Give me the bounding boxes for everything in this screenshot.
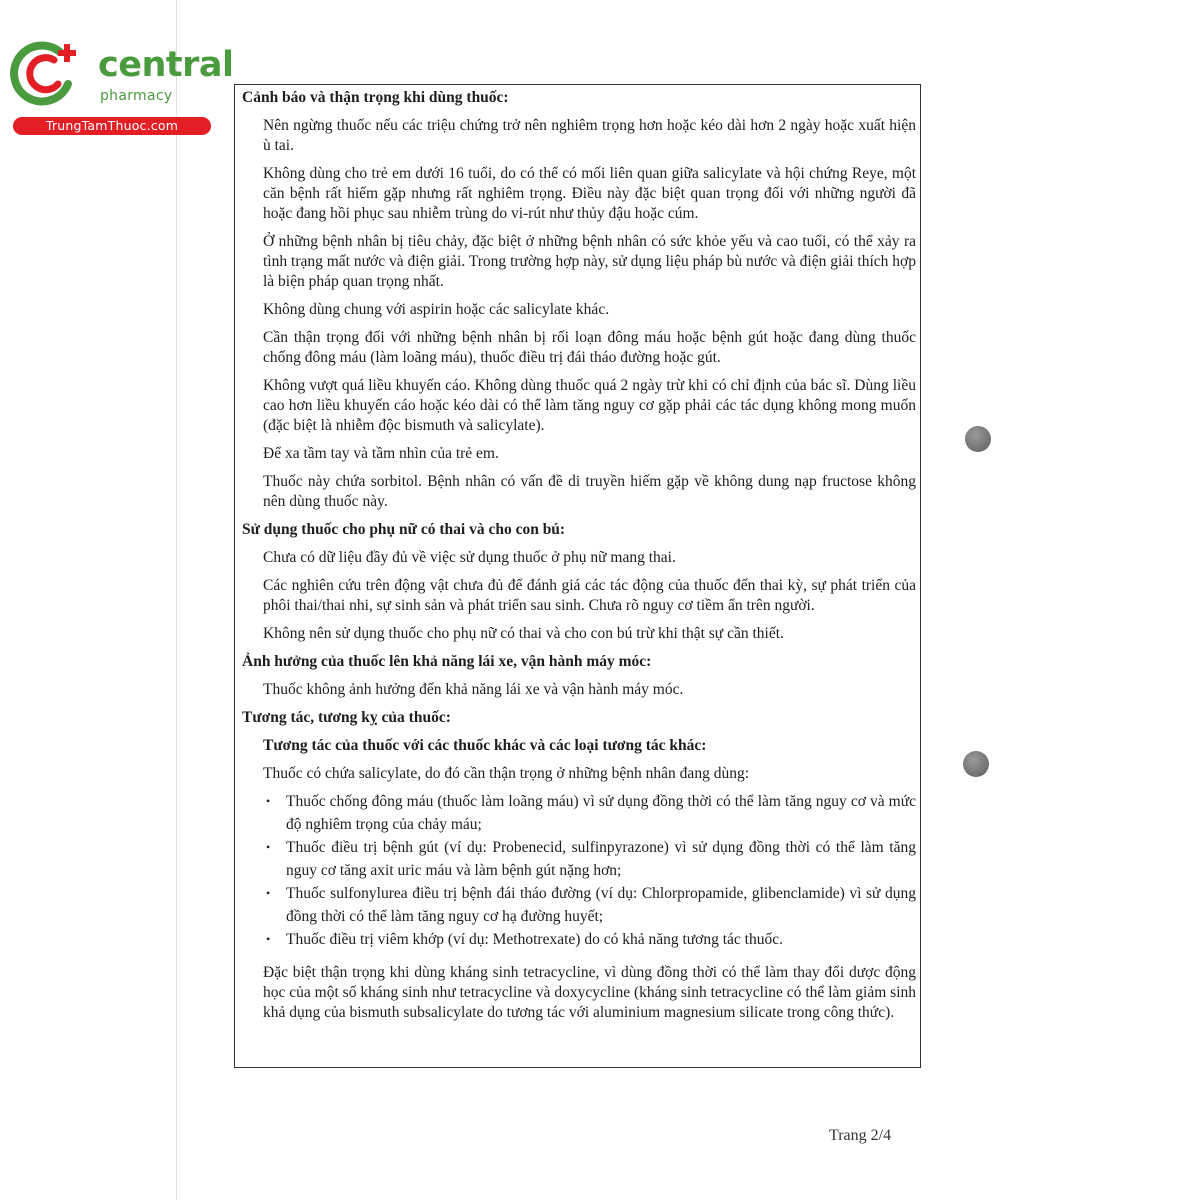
pregnancy-paragraph: Các nghiên cứu trên động vật chưa đủ để đánh giá các tác động của thuốc đến thai kỳ, sự phát triển của phôi thai/thai nhi, sự sinh sản và phát triển sau sinh. Chưa rõ nguy cơ tiềm ẩn trên người.	[263, 577, 916, 614]
warning-paragraph: Để xa tầm tay và tầm nhìn của trẻ em.	[263, 445, 499, 462]
central-pharmacy-logo[interactable]	[10, 38, 234, 138]
logo-c-cross-icon	[10, 38, 86, 108]
warning-paragraph: Không dùng cho trẻ em dưới 16 tuổi, do có thể có mối liên quan giữa salicylate và hội chứng Reye, một căn bệnh rất hiếm gặp nhưng rất nghiêm trọng. Điều này đặc biệt quan trọng đối với những người đã hoặc đang hồi phục sau nhiễm trùng do vi-rút như thủy đậu hoặc cúm.	[263, 165, 916, 222]
logo-subtitle: pharmacy	[100, 88, 173, 104]
pregnancy-paragraph: Không nên sử dụng thuốc cho phụ nữ có thai và cho con bú trừ khi thật sự cần thiết.	[263, 625, 784, 642]
interactions-intro: Thuốc có chứa salicylate, do đó cần thận trọng ở những bệnh nhân đang dùng:	[263, 765, 749, 782]
page-number: Trang 2/4	[829, 1127, 892, 1144]
driving-paragraph: Thuốc không ảnh hưởng đến khả năng lái xe và vận hành máy móc.	[263, 681, 684, 698]
interaction-item: • Thuốc điều trị viêm khớp (ví dụ: Methotrexate) do có khả năng tương tác thuốc.	[266, 928, 916, 951]
interaction-item: • Thuốc sulfonylurea điều trị bệnh đái tháo đường (ví dụ: Chlorpropamide, glibenclamide) vì sử dụng đồng thời có thể làm tăng nguy cơ hạ đường huyết;	[266, 882, 916, 928]
driving-heading: Ảnh hưởng của thuốc lên khả năng lái xe, vận hành máy móc:	[242, 653, 652, 670]
punch-hole-top	[965, 426, 991, 452]
page-edge-line	[176, 0, 177, 1200]
warnings-heading: Cảnh báo và thận trọng khi dùng thuốc:	[242, 89, 509, 106]
interactions-list	[242, 790, 920, 951]
warning-paragraph: Thuốc này chứa sorbitol. Bệnh nhân có vấn đề di truyền hiếm gặp về không dung nạp fructose không nên dùng thuốc này.	[263, 473, 916, 510]
interactions-closing: Đặc biệt thận trọng khi dùng kháng sinh tetracycline, vì dùng đồng thời có thể làm thay đổi dược động học của một số kháng sinh như tetracycline và doxycycline (kháng sinh tetracycline có thể làm giảm sinh khả dụng của bismuth subsalicylate do tương tác với aluminium magnesium silicate trong công thức).	[263, 964, 916, 1021]
interaction-item: • Thuốc điều trị bệnh gút (ví dụ: Probenecid, sulfinpyrazone) vì sử dụng đồng thời có thể làm tăng nguy cơ tăng axit uric máu và làm bệnh gút nặng hơn;	[266, 836, 916, 882]
warning-paragraph: Ở những bệnh nhân bị tiêu chảy, đặc biệt ở những bệnh nhân có sức khỏe yếu và cao tuổi, có thể xảy ra tình trạng mất nước và điện giải. Trong trường hợp này, sử dụng liệu pháp bù nước và điện giải thích hợp là biện pháp quan trọng nhất.	[263, 233, 916, 290]
warning-paragraph: Cần thận trọng đối với những bệnh nhân bị rối loạn đông máu hoặc bệnh gút hoặc đang dùng thuốc chống đông máu (làm loãng máu), thuốc điều trị đái tháo đường hoặc gút.	[263, 329, 916, 366]
interactions-subheading: Tương tác của thuốc với các thuốc khác và các loại tương tác khác:	[263, 737, 707, 754]
leaflet-content-box	[234, 84, 921, 1068]
punch-hole-bottom	[963, 751, 989, 777]
logo-site-badge: TrungTamThuoc.com	[13, 117, 211, 135]
pregnancy-heading: Sử dụng thuốc cho phụ nữ có thai và cho con bú:	[242, 521, 566, 538]
warning-paragraph: Nên ngừng thuốc nếu các triệu chứng trở nên nghiêm trọng hơn hoặc kéo dài hơn 2 ngày hoặc xuất hiện ù tai.	[263, 117, 916, 154]
interaction-item: • Thuốc chống đông máu (thuốc làm loãng máu) vì sử dụng đồng thời có thể làm tăng nguy cơ và mức độ nghiêm trọng của chảy máu;	[266, 790, 916, 836]
logo-wordmark: central	[98, 45, 234, 85]
warning-paragraph: Không dùng chung với aspirin hoặc các salicylate khác.	[263, 301, 610, 318]
pregnancy-paragraph: Chưa có dữ liệu đầy đủ về việc sử dụng thuốc ở phụ nữ mang thai.	[263, 549, 676, 566]
interactions-heading: Tương tác, tương kỵ của thuốc:	[242, 709, 451, 726]
warning-paragraph: Không vượt quá liều khuyến cáo. Không dùng thuốc quá 2 ngày trừ khi có chỉ định của bác sĩ. Dùng liều cao hơn liều khuyến cáo hoặc kéo dài có thể làm tăng nguy cơ gặp phải các tác dụng không mong muốn (đặc biệt là nhiễm độc bismuth và salicylate).	[263, 377, 916, 434]
